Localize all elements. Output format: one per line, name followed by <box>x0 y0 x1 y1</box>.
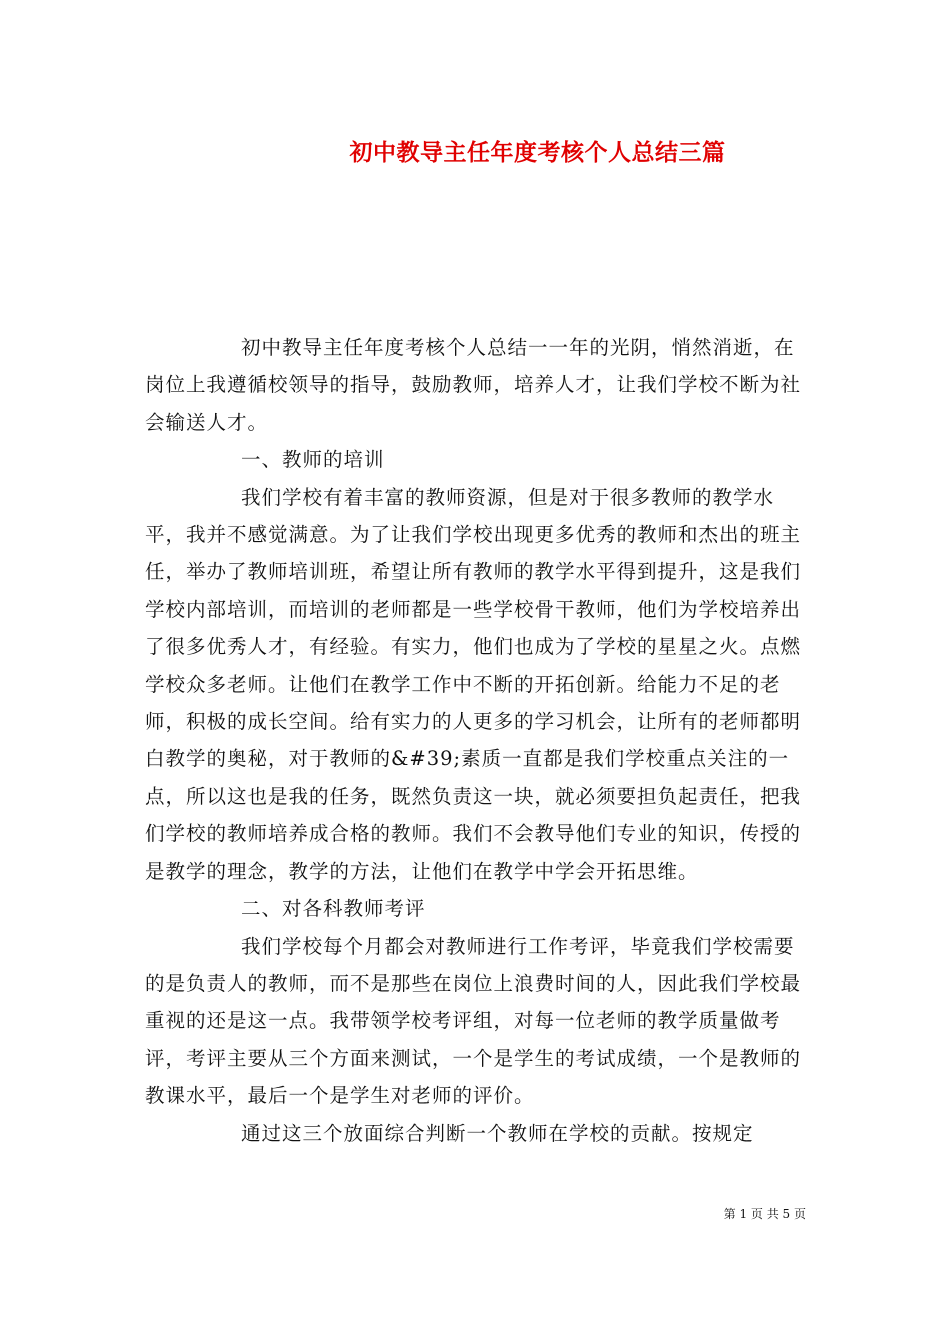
document-body <box>145 329 807 1152</box>
paragraph-teacher-training: 我们学校有着丰富的教师资源，但是对于很多教师的教学水平，我并不感觉满意。为了让我们学校出现更多优秀的教师和杰出的班主任，举办了教师培训班，希望让所有教师的教学水平得到提升，这是我们学校内部培训，而培训的老师都是一些学校骨干教师，他们为学校培养出了很多优秀人才，有经验。有实力，他们也成为了学校的星星之火。点燃学校众多老师。让他们在教学工作中不断的开拓创新。给能力不足的老师，积极的成长空间。给有实力的人更多的学习机会，让所有的老师都明白教学的奥秘，对于教师的&#39;素质一直都是我们学校重点关注的一点，所以这也是我的任务，既然负责这一块，就必须要担负起责任，把我们学校的教师培养成合格的教师。我们不会教导他们专业的知识，传授的是教学的理念，教学的方法，让他们在教学中学会开拓思维。 <box>145 485 802 883</box>
page-number-footer: 第 1 页 共 5 页 <box>723 1207 806 1221</box>
document-title: 初中教导主任年度考核个人总结三篇 <box>349 139 726 166</box>
paragraph-intro: 初中教导主任年度考核个人总结一一年的光阴，悄然消逝，在岗位上我遵循校领导的指导，鼓励教师，培养人才，让我们学校不断为社会输送人才。 <box>145 336 802 434</box>
paragraph-evaluation-continued: 通过这三个放面综合判断一个教师在学校的贡献。按规定 <box>241 1121 754 1145</box>
section-heading-teacher-training: 一、教师的培训 <box>241 448 385 472</box>
section-heading-teacher-evaluation: 二、对各科教师考评 <box>241 897 426 921</box>
paragraph-teacher-evaluation: 我们学校每个月都会对教师进行工作考评，毕竟我们学校需要的是负责人的教师，而不是那些在岗位上浪费时间的人，因此我们学校最重视的还是这一点。我带领学校考评组，对每一位老师的教学质量做考评，考评主要从三个方面来测试，一个是学生的考试成绩，一个是教师的教课水平，最后一个是学生对老师的评价。 <box>145 934 802 1108</box>
